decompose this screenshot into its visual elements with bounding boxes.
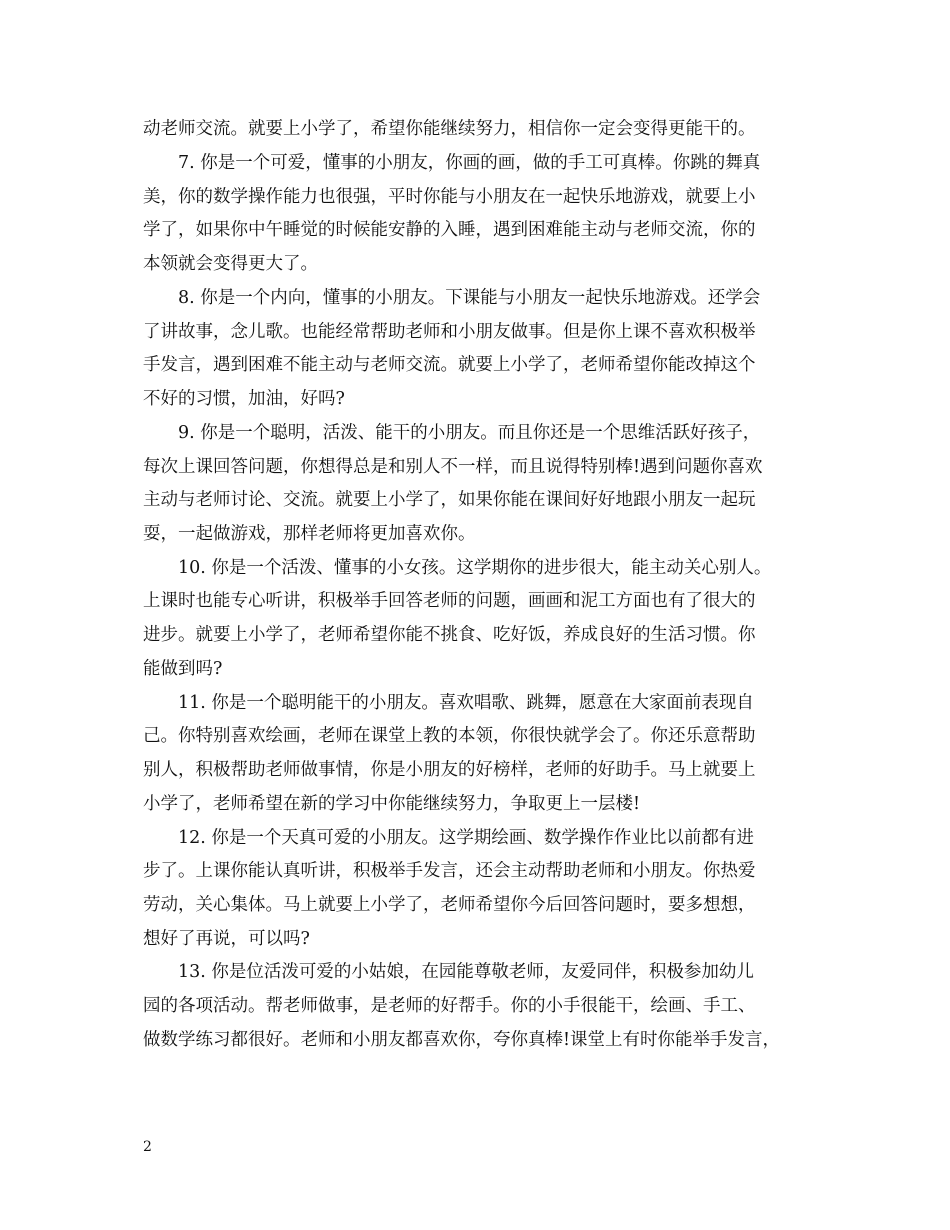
text-line: 园的各项活动。帮老师做事，是老师的好帮手。你的小手很能干，绘画、手工、	[143, 996, 756, 1016]
text-line: 耍，一起做游戏，那样老师将更加喜欢你。	[143, 524, 476, 544]
page-number: 2	[143, 1139, 152, 1155]
text-line: 13. 你是位活泼可爱的小姑娘，在园能尊敬老师，友爱同伴，积极参加幼儿	[178, 962, 754, 982]
text-line: 己。你特别喜欢绘画，老师在课堂上教的本领，你很快就学会了。你还乐意帮助	[143, 726, 756, 746]
text-line: 能做到吗?	[143, 659, 223, 679]
text-line: 每次上课回答问题，你想得总是和别人不一样，而且说得特别棒!遇到问题你喜欢	[143, 457, 763, 477]
text-line: 小学了，老师希望在新的学习中你能继续努力，争取更上一层楼!	[143, 794, 641, 814]
text-line: 9. 你是一个聪明，活泼、能干的小朋友。而且你还是一个思维活跃好孩子，	[178, 423, 761, 443]
text-line: 上课时也能专心听讲，积极举手回答老师的问题，画画和泥工方面也有了很大的	[143, 591, 756, 611]
text-line: 不好的习惯，加油，好吗?	[143, 389, 345, 409]
text-line: 10. 你是一个活泼、懂事的小女孩。这学期你的进步很大，能主动关心别人。	[178, 558, 772, 578]
text-line: 别人，积极帮助老师做事情，你是小朋友的好榜样，老师的好助手。马上就要上	[143, 760, 756, 780]
text-line: 12. 你是一个天真可爱的小朋友。这学期绘画、数学操作作业比以前都有进	[178, 828, 754, 848]
text-line: 进步。就要上小学了，老师希望你能不挑食、吃好饭，养成良好的生活习惯。你	[143, 625, 756, 645]
text-line: 11. 你是一个聪明能干的小朋友。喜欢唱歌、跳舞，愿意在大家面前表现自	[178, 693, 754, 713]
text-line: 8. 你是一个内向，懂事的小朋友。下课能与小朋友一起快乐地游戏。还学会	[178, 288, 761, 308]
text-line: 主动与老师讨论、交流。就要上小学了，如果你能在课间好好地跟小朋友一起玩	[143, 490, 756, 510]
text-line: 美，你的数学操作能力也很强，平时你能与小朋友在一起快乐地游戏，就要上小	[143, 187, 756, 207]
text-line: 手发言，遇到困难不能主动与老师交流。就要上小学了，老师希望你能改掉这个	[143, 355, 756, 375]
text-line: 学了，如果你中午睡觉的时候能安静的入睡，遇到困难能主动与老师交流，你的	[143, 220, 756, 240]
text-line: 劳动，关心集体。马上就要上小学了，老师希望你今后回答问题时，要多想想，	[143, 895, 756, 915]
text-line: 做数学练习都很好。老师和小朋友都喜欢你，夸你真棒!课堂上有时你能举手发言，	[143, 1030, 781, 1050]
text-line: 动老师交流。就要上小学了，希望你能继续努力，相信你一定会变得更能干的。	[143, 119, 756, 139]
text-line: 步了。上课你能认真听讲，积极举手发言，还会主动帮助老师和小朋友。你热爱	[143, 861, 756, 881]
text-line: 7. 你是一个可爱，懂事的小朋友，你画的画，做的手工可真棒。你跳的舞真	[178, 153, 761, 173]
text-line: 了讲故事，念儿歌。也能经常帮助老师和小朋友做事。但是你上课不喜欢积极举	[143, 322, 756, 342]
text-line: 本领就会变得更大了。	[143, 254, 318, 274]
text-line: 想好了再说，可以吗?	[143, 929, 310, 949]
